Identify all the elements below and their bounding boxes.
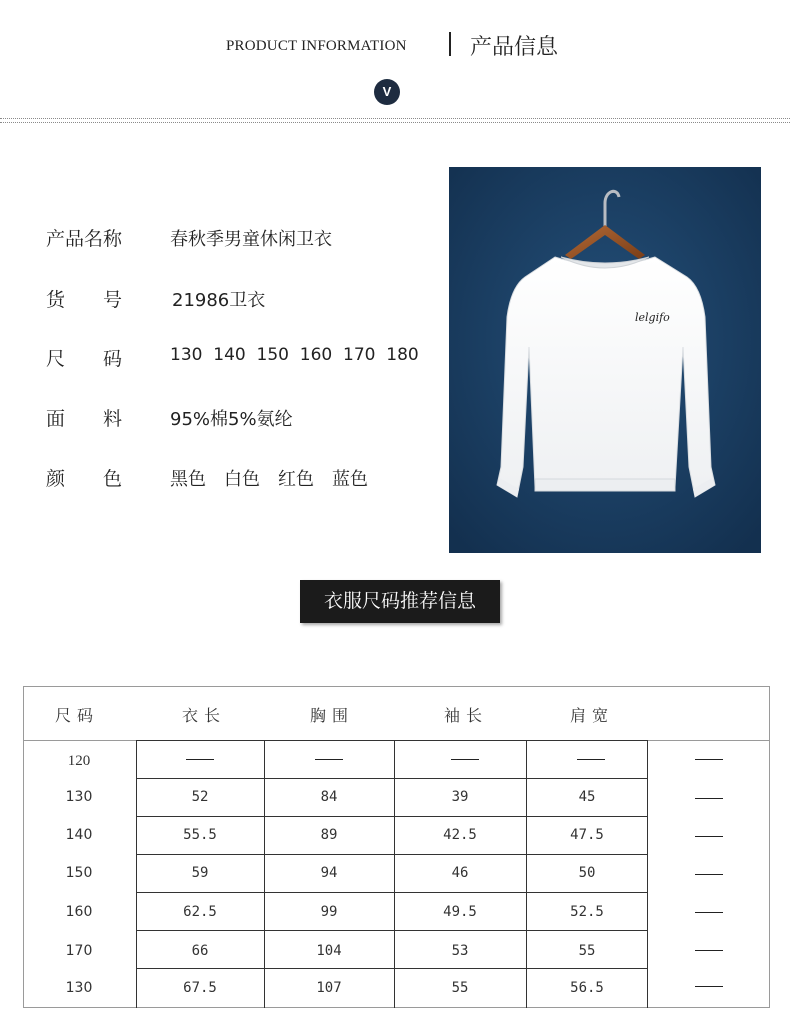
empty-dash	[695, 950, 723, 951]
cell-sleeve: 53	[451, 943, 469, 959]
field-value-size: 130 140 150 160 170 180	[170, 345, 419, 365]
cell-sleeve: 42.5	[443, 827, 477, 843]
dotted-divider	[0, 122, 790, 123]
shirt-logo-text: lelgifo	[635, 311, 670, 324]
col-header-size: 尺码	[55, 708, 100, 725]
cell-length: 52	[191, 789, 209, 805]
field-label-color: 颜 色	[46, 468, 123, 490]
grid-line	[136, 778, 648, 779]
header-divider	[449, 32, 451, 56]
row-size: 120	[67, 753, 91, 769]
cell-sleeve: 55	[451, 980, 469, 996]
empty-dash	[695, 798, 723, 799]
row-size: 130	[65, 980, 93, 996]
grid-line	[136, 930, 648, 931]
col-header-chest: 胸围	[310, 708, 355, 725]
cell-length: 66	[191, 943, 209, 959]
empty-dash	[577, 759, 605, 760]
cell-length: 62.5	[183, 904, 217, 920]
col-header-length: 衣长	[182, 708, 227, 725]
field-value-name: 春秋季男童休闲卫衣	[170, 229, 332, 250]
cell-chest: 84	[320, 789, 338, 805]
cell-shoulder: 52.5	[570, 904, 604, 920]
row-size: 140	[65, 827, 93, 843]
row-size: 150	[65, 865, 93, 881]
cell-shoulder: 45	[578, 789, 596, 805]
product-photo	[449, 167, 761, 553]
header-title-en: PRODUCT INFORMATION	[226, 38, 407, 54]
field-label-size: 尺 码	[46, 348, 123, 370]
cell-sleeve: 39	[451, 789, 469, 805]
grid-line	[136, 968, 648, 969]
empty-dash	[695, 912, 723, 913]
grid-line	[136, 854, 648, 855]
grid-line	[136, 816, 648, 817]
cell-chest: 94	[320, 865, 338, 881]
size-table-header	[23, 686, 770, 741]
header-title-cn: 产品信息	[470, 35, 559, 60]
col-header-shoulder: 肩宽	[570, 708, 615, 725]
cell-length: 59	[191, 865, 209, 881]
field-value-item-no: 21986卫衣	[172, 290, 266, 311]
field-label-fabric: 面 料	[46, 408, 123, 430]
empty-dash	[451, 759, 479, 760]
empty-dash	[695, 759, 723, 760]
chevron-badge-icon: V	[374, 79, 400, 105]
empty-dash	[695, 874, 723, 875]
row-size: 130	[65, 789, 93, 805]
cell-length: 55.5	[183, 827, 217, 843]
empty-dash	[695, 986, 723, 987]
row-size: 160	[65, 904, 93, 920]
cell-shoulder: 56.5	[570, 980, 604, 996]
cell-chest: 104	[316, 943, 342, 959]
field-value-fabric: 95%棉5%氨纶	[170, 409, 293, 430]
cell-length: 67.5	[183, 980, 217, 996]
field-label-name: 产品名称	[46, 228, 123, 250]
cell-shoulder: 47.5	[570, 827, 604, 843]
cell-chest: 89	[320, 827, 338, 843]
empty-dash	[186, 759, 214, 760]
empty-dash	[695, 836, 723, 837]
dotted-divider	[0, 118, 790, 119]
row-size: 170	[65, 943, 93, 959]
cell-chest: 99	[320, 904, 338, 920]
section-title-banner: 衣服尺码推荐信息	[300, 580, 500, 623]
cell-chest: 107	[316, 980, 342, 996]
field-label-item-no: 货 号	[46, 289, 123, 311]
col-header-sleeve: 袖长	[444, 708, 489, 725]
cell-sleeve: 49.5	[443, 904, 477, 920]
grid-line	[136, 892, 648, 893]
cell-sleeve: 46	[451, 865, 469, 881]
cell-shoulder: 55	[578, 943, 596, 959]
empty-dash	[315, 759, 343, 760]
field-value-color: 黑色 白色 红色 蓝色	[170, 469, 368, 490]
cell-shoulder: 50	[578, 865, 596, 881]
